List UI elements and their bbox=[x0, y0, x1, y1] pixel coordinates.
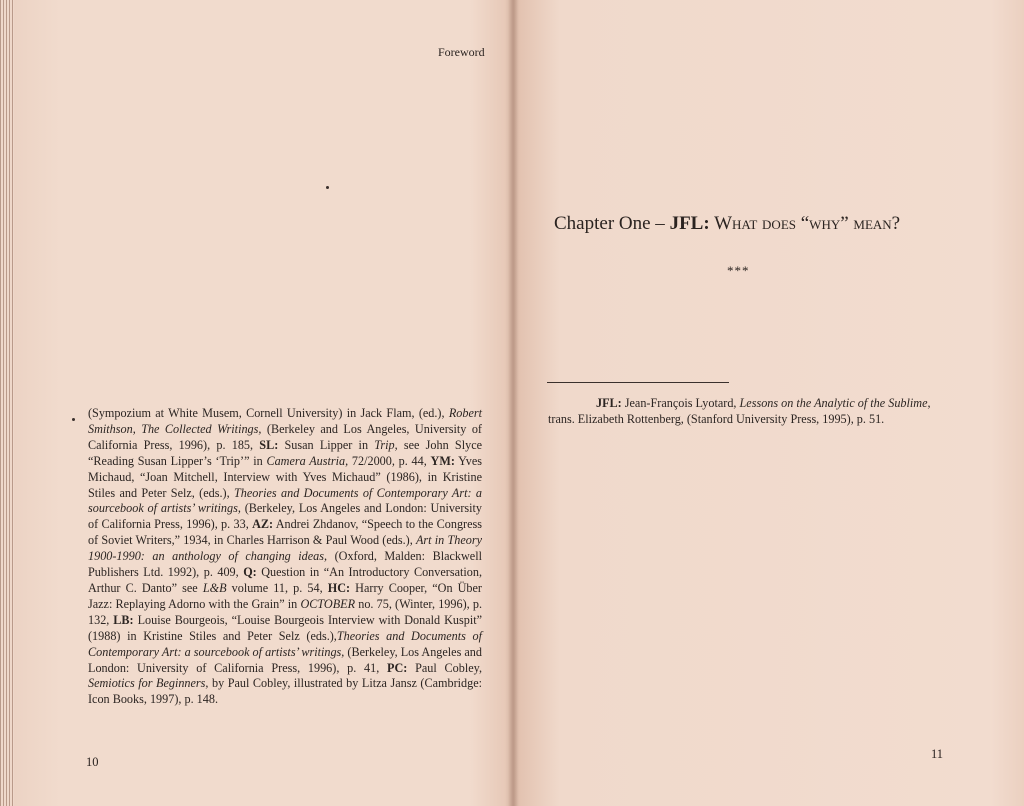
chapter-title bbox=[554, 213, 974, 235]
citation-abbrev: PC: bbox=[387, 660, 408, 675]
citation-abbrev: JFL: bbox=[596, 396, 622, 410]
citation-title: Camera Austria, bbox=[266, 453, 349, 468]
print-speck bbox=[326, 186, 329, 189]
page-edges bbox=[0, 0, 14, 806]
citation-abbrev: YM: bbox=[430, 453, 455, 468]
running-head: Foreword bbox=[438, 45, 485, 59]
citation-text: no. 75, (Winter, 1996), p. 132, bbox=[88, 596, 482, 627]
footnote-rule bbox=[547, 382, 729, 383]
citation-text: (Sympozium at White Musem, Cornell University) in Jack Flam, (ed.), bbox=[88, 406, 449, 420]
chapter-abbrev: JFL: bbox=[669, 213, 710, 234]
citation-text: trans. Elizabeth Rottenberg, (Stanford University Press, 1995), p. 51. bbox=[548, 411, 885, 426]
citation-text: Susan Lipper in bbox=[278, 437, 375, 452]
citation-text: Yves Michaud, “Joan Mitchell, Interview with Yves Michaud” (1986), in Kristine Stiles and Peter Selz, (eds.), bbox=[88, 453, 482, 500]
chapter-prefix: Chapter One – bbox=[554, 213, 670, 234]
citation-text: (Oxford, Malden: Blackwell Publishers Ltd. 1992), p. 409, bbox=[88, 549, 482, 580]
citation-title: OCTOBER bbox=[300, 596, 356, 611]
citation-title: Trip, bbox=[374, 437, 398, 452]
section-separator: *** bbox=[727, 263, 750, 278]
citation-text: volume 11, p. 54, bbox=[226, 580, 328, 595]
page-number-right: 11 bbox=[931, 747, 944, 761]
citation-abbrev: HC: bbox=[327, 580, 351, 595]
citation-title: Robert Smithson, The Collected Writings, bbox=[88, 406, 482, 436]
citation-abbrev: LB: bbox=[113, 612, 134, 627]
citation-abbrev: Q: bbox=[243, 565, 257, 580]
page-number-left: 10 bbox=[86, 755, 99, 769]
citation-text: by Paul Cobley, illustrated by Litza Jansz (Cambridge: Icon Books, 1997), p. 148. bbox=[88, 676, 482, 707]
citation-text: Question in “An Introductory Conversation, Arthur C. Danto” see bbox=[88, 565, 482, 595]
citation-text: Paul Cobley, bbox=[407, 660, 482, 675]
citation-title: Semiotics for Beginners, bbox=[88, 676, 209, 691]
citation-text: Andrei Zhdanov, “Speech to the Congress of Soviet Writers,” 1934, in Charles Harrison & Paul Wood (eds.), bbox=[88, 517, 482, 548]
print-speck bbox=[72, 418, 75, 421]
citation-text: see John Slyce “Reading Susan Lipper’s ‘Trip’” in bbox=[88, 437, 483, 468]
citation-text: (Berkeley, Los Angeles and London: University of California Press, 1996), p. 41, bbox=[88, 644, 482, 675]
citation-title: Theories and Documents of Contemporary Art: a sourcebook of artists’ writings, bbox=[88, 485, 482, 516]
citation-text: (Berkeley, Los Angeles and London: University of California Press, 1996), p. 33, bbox=[88, 501, 482, 532]
citation-text: (Berkeley and Los Angeles, University of California Press, 1996), p. 185, bbox=[88, 421, 482, 452]
citation-abbrev: SL: bbox=[259, 437, 279, 452]
citation-abbrev: AZ: bbox=[252, 517, 274, 532]
citation-text: 72/2000, p. 44, bbox=[348, 453, 431, 468]
footnote-paragraph bbox=[548, 396, 956, 427]
book-gutter bbox=[508, 0, 518, 806]
citation-title: Theories and Documents of Contemporary Art: a sourcebook of artists’ writings, bbox=[88, 628, 482, 659]
footnote bbox=[548, 396, 956, 427]
references-paragraph bbox=[88, 406, 482, 708]
citation-text: Harry Cooper, “On Über Jazz: Replaying Adorno with the Grain” in bbox=[88, 580, 482, 611]
citation-text: Louise Bourgeois, “Louise Bourgeois Interview with Donald Kuspit” (1988) in Kristine Stiles and Peter Selz (eds.), bbox=[88, 612, 483, 643]
citation-title: L&B bbox=[202, 580, 227, 595]
citation-title: Lessons on the Analytic of the Sublime, bbox=[739, 396, 931, 410]
chapter-heading-text: What does “why” mean? bbox=[709, 213, 901, 234]
references-notes bbox=[88, 406, 482, 708]
citation-text: Jean-François Lyotard, bbox=[621, 396, 740, 410]
citation-title: Art in Theory 1900-1990: an anthology of changing ideas, bbox=[88, 533, 482, 564]
